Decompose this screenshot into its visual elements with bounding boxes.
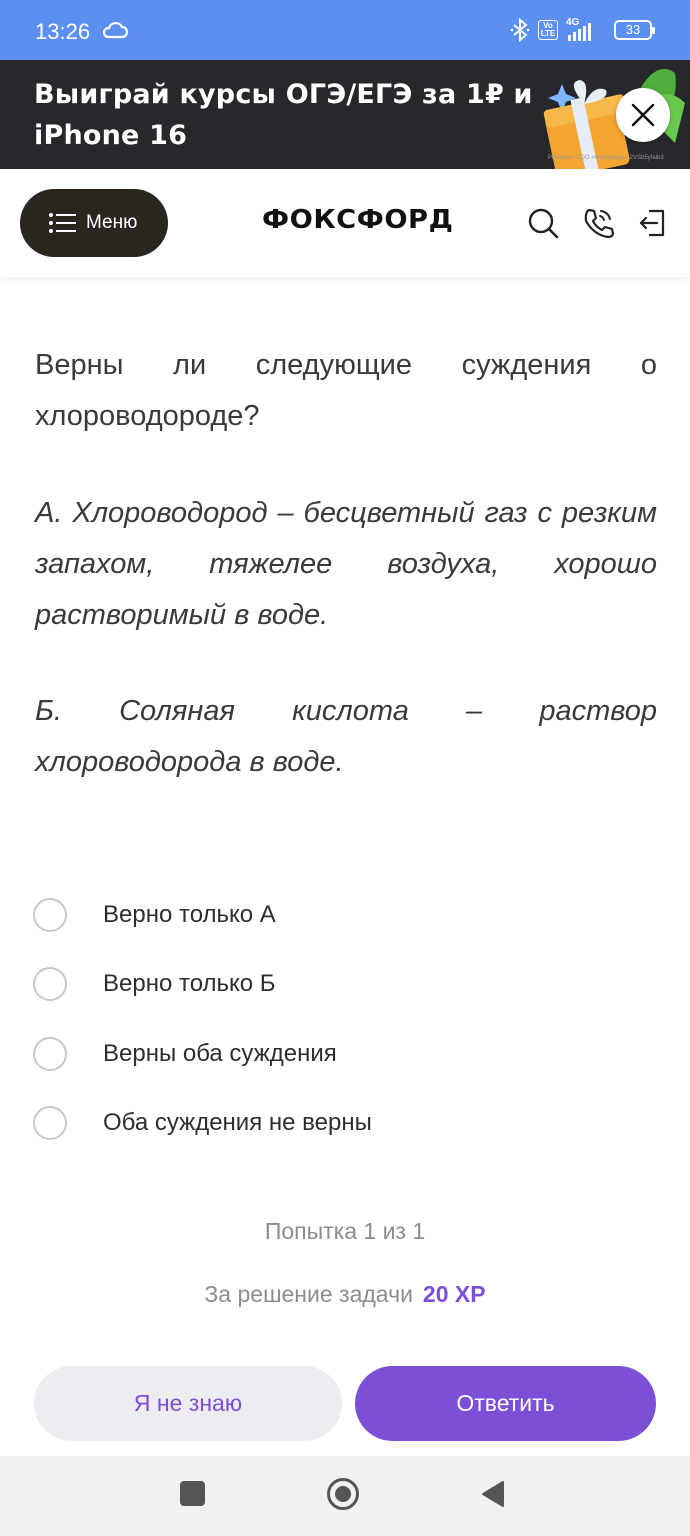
- reward-label: За решение задачи: [204, 1281, 413, 1307]
- network-type: 4G: [566, 17, 580, 28]
- battery-icon: 33: [614, 20, 652, 40]
- answer-option[interactable]: [33, 880, 653, 950]
- statement-b: Б. Соляная кислота – раствор хлороводорода в воде.: [35, 695, 657, 778]
- answer-option[interactable]: [33, 950, 653, 1020]
- answer-button[interactable]: Ответить: [355, 1366, 656, 1441]
- statement-a: А. Хлороводород – бесцветный газ с резким запахом, тяжелее воздуха, хорошо растворимый в воде.: [35, 497, 657, 631]
- site-header: [0, 169, 690, 277]
- promo-text: Выиграй курсы ОГЭ/ЕГЭ за 1₽ и iPhone 16: [34, 79, 533, 151]
- answer-option-label: Верно только А: [103, 900, 276, 928]
- promo-legal: Реклама. ООО «Фоксфорд». 2VSb5yfaib3: [548, 155, 664, 161]
- promo-close-button[interactable]: [616, 88, 670, 142]
- radio-button[interactable]: [33, 1037, 67, 1071]
- radio-button[interactable]: [33, 1106, 67, 1140]
- answer-option-label: Оба суждения не верны: [103, 1109, 372, 1137]
- status-bar: [0, 0, 690, 60]
- status-time: 13:26: [35, 19, 91, 44]
- answer-options: [33, 880, 653, 1158]
- home-icon[interactable]: [326, 1477, 360, 1511]
- login-icon[interactable]: [637, 207, 669, 239]
- answer-option[interactable]: [33, 1019, 653, 1089]
- answer-option-label: Верны оба суждения: [103, 1039, 337, 1067]
- logo[interactable]: ФОКСФОРД: [262, 205, 454, 235]
- answer-option-label: Верно только Б: [103, 970, 276, 998]
- status-icons: [510, 18, 652, 42]
- navigation-bar: [0, 1456, 690, 1536]
- reward-xp: 20 XP: [422, 1281, 486, 1307]
- dont-know-button[interactable]: Я не знаю: [34, 1366, 342, 1441]
- close-icon: [631, 103, 655, 127]
- bluetooth-icon: [510, 18, 530, 42]
- recents-icon[interactable]: [180, 1481, 205, 1506]
- attempt-counter: Попытка 1 из 1: [264, 1218, 426, 1244]
- answer-option[interactable]: [33, 1089, 653, 1159]
- radio-button[interactable]: [33, 898, 67, 932]
- menu-button[interactable]: [20, 189, 168, 257]
- volte-icon: Vo LTE: [538, 20, 558, 40]
- promo-banner[interactable]: [0, 60, 690, 169]
- radio-button[interactable]: [33, 967, 67, 1001]
- signal-icon: [566, 19, 606, 41]
- phone-icon[interactable]: [582, 207, 614, 239]
- search-icon[interactable]: [527, 207, 559, 239]
- cloud-icon: [102, 20, 128, 40]
- back-icon[interactable]: [481, 1480, 505, 1508]
- menu-icon: [48, 212, 76, 234]
- reward-info: [0, 1281, 690, 1308]
- menu-label: Меню: [86, 212, 138, 233]
- question-text: Верны ли следующие суждения о хлороводороде?: [35, 349, 657, 432]
